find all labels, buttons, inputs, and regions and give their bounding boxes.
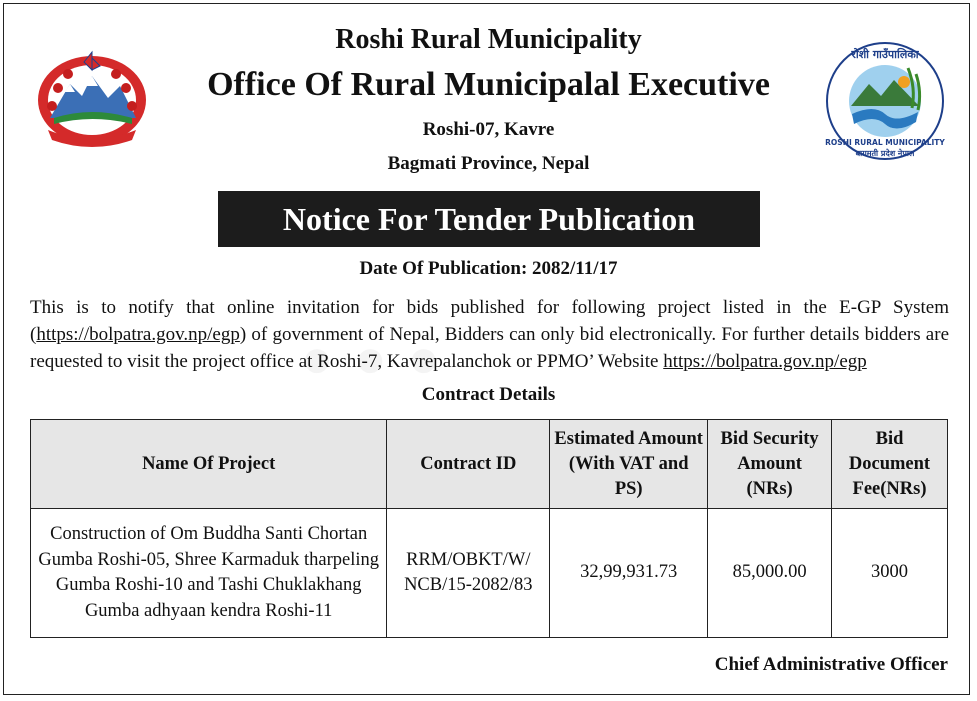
cell-project: Construction of Om Buddha Santi Chortan Gumba Roshi-05, Shree Karmaduk tharpeling Gumba Roshi-10 and Tashi Chuklakhang Gumba adhyaan kendra Roshi-11 (31, 509, 387, 638)
watermark (300, 325, 443, 390)
para-text-2: ) of government of Nepal, Bidders can only bid electronically. For further details bidders are requested to visit the project office at Roshi-7, Kavrepalanchok or PPMO’ Website (30, 324, 949, 372)
address-line-2: Bagmati Province, Nepal (387, 153, 590, 174)
svg-text:ROSHI RURAL MUNICIPALITY: ROSHI RURAL MUNICIPALITY (825, 138, 945, 147)
notice-banner: Notice For Tender Publication (218, 191, 760, 247)
table-header-row (31, 420, 948, 509)
cell-estimated: 32,99,931.73 (550, 509, 708, 638)
svg-text:बागमती प्रदेश नेपाल: बागमती प्रदेश नेपाल (855, 149, 915, 158)
col-header-estimated: Estimated Amount (With VAT and PS) (550, 420, 708, 509)
col-header-doc-fee: Bid Document Fee(NRs) (832, 420, 948, 509)
publication-date: Date Of Publication: 2082/11/17 (359, 258, 618, 279)
col-header-bid-security: Bid Security Amount (NRs) (708, 420, 832, 509)
col-header-project: Name Of Project (31, 420, 387, 509)
office-title: Office Of Rural Municipalal Executive (207, 66, 770, 103)
contract-details-title: Contract Details (421, 384, 556, 405)
cell-bid-security: 85,000.00 (708, 509, 832, 638)
svg-text:रोशी गाउँपालिका: रोशी गाउँपालिका (851, 48, 919, 61)
notice-paragraph (30, 294, 949, 375)
contract-table (30, 419, 948, 638)
municipality-name: Roshi Rural Municipality (335, 24, 642, 55)
signatory: Chief Administrative Officer (714, 654, 948, 675)
cell-doc-fee: 3000 (832, 509, 948, 638)
para-text-1: This is to notify that online invitation for bids published for following project listed in the E-GP System ( (30, 297, 949, 345)
egp-link-2[interactable]: https://bolpatra.gov.np/egp (663, 351, 867, 372)
egp-link-1[interactable]: https://bolpatra.gov.np/egp (36, 324, 240, 345)
address-line-1: Roshi-07, Kavre (422, 119, 555, 140)
col-header-contract-id: Contract ID (387, 420, 550, 509)
table-row (31, 509, 948, 638)
cell-contract-id: RRM/OBKT/W/ NCB/15-2082/83 (387, 509, 550, 638)
